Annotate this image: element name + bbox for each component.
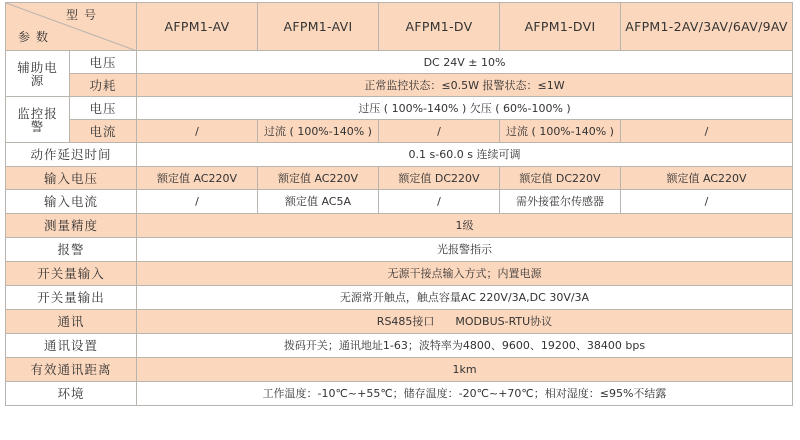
accuracy-row [6, 214, 793, 238]
comm-settings-value: 拨码开关；通讯地址1-63；波特率为4800、9600、19200、38400 bps [137, 334, 793, 358]
environment-label: 环境 [6, 382, 137, 406]
input-voltage-label: 输入电压 [6, 167, 137, 190]
switch-input-value: 无源干接点输入方式；内置电源 [137, 262, 793, 286]
corner-model-label: 型号 [65, 8, 102, 22]
aux-power-label: 功耗 [70, 74, 137, 97]
aux-voltage-row [6, 51, 793, 74]
comm-row [6, 310, 793, 334]
mon-voltage-value: 过压 ( 100%-140% ) 欠压 ( 60%-100% ) [137, 97, 793, 120]
aux-voltage-value: DC 24V ± 10% [137, 51, 793, 74]
switch-output-label: 开关量输出 [6, 286, 137, 310]
mon-current-row [6, 120, 793, 143]
mon-current-cell: / [379, 120, 500, 143]
aux-power-value: 正常监控状态：≤0.5W 报警状态：≤1W [137, 74, 793, 97]
header-row [6, 3, 793, 51]
alarm-row [6, 238, 793, 262]
input-voltage-cell: 额定值 AC220V [258, 167, 379, 190]
delay-row [6, 143, 793, 167]
environment-row [6, 382, 793, 406]
alarm-label: 报警 [6, 238, 137, 262]
environment-value: 工作温度：-10℃~+55℃；储存温度：-20℃~+70℃；相对湿度：≤95%不结露 [137, 382, 793, 406]
comm-settings-row [6, 334, 793, 358]
accuracy-label: 测量精度 [6, 214, 137, 238]
corner-param-label: 参数 [18, 30, 55, 44]
input-current-cell: 额定值 AC5A [258, 190, 379, 214]
mon-voltage-label: 电压 [70, 97, 137, 120]
mon-current-cell: 过流 ( 100%-140% ) [500, 120, 621, 143]
mon-current-label: 电流 [70, 120, 137, 143]
input-voltage-cell: 额定值 DC220V [379, 167, 500, 190]
distance-row [6, 358, 793, 382]
mon-current-cell: / [621, 120, 793, 143]
distance-value: 1km [137, 358, 793, 382]
corner-cell [6, 3, 137, 51]
input-current-cell: / [379, 190, 500, 214]
input-current-cell: 需外接霍尔传感器 [500, 190, 621, 214]
input-current-row [6, 190, 793, 214]
comm-value: RS485接口 MODBUS-RTU协议 [137, 310, 793, 334]
input-voltage-cell: 额定值 DC220V [500, 167, 621, 190]
switch-output-row [6, 286, 793, 310]
aux-voltage-label: 电压 [70, 51, 137, 74]
delay-label: 动作延迟时间 [6, 143, 137, 167]
spec-table-container [5, 2, 792, 436]
switch-input-label: 开关量输入 [6, 262, 137, 286]
mon-current-cell: / [137, 120, 258, 143]
accuracy-value: 1级 [137, 214, 793, 238]
model-multi-av: AFPM1-2AV/3AV/6AV/9AV [621, 3, 793, 51]
model-avi: AFPM1-AVI [258, 3, 379, 51]
input-voltage-cell: 额定值 AC220V [621, 167, 793, 190]
input-current-label: 输入电流 [6, 190, 137, 214]
alarm-value: 光报警指示 [137, 238, 793, 262]
model-av: AFPM1-AV [137, 3, 258, 51]
distance-label: 有效通讯距离 [6, 358, 137, 382]
model-dv: AFPM1-DV [379, 3, 500, 51]
spec-table [5, 2, 793, 406]
comm-settings-label: 通讯设置 [6, 334, 137, 358]
monitor-alarm-group: 监控报警 [6, 97, 70, 143]
aux-power-group: 辅助电源 [6, 51, 70, 97]
switch-input-row [6, 262, 793, 286]
comm-label: 通讯 [6, 310, 137, 334]
input-voltage-row [6, 167, 793, 190]
aux-power-row [6, 74, 793, 97]
input-current-cell: / [621, 190, 793, 214]
mon-current-cell: 过流 ( 100%-140% ) [258, 120, 379, 143]
switch-output-value: 无源常开触点，触点容量AC 220V/3A,DC 30V/3A [137, 286, 793, 310]
model-dvi: AFPM1-DVI [500, 3, 621, 51]
input-voltage-cell: 额定值 AC220V [137, 167, 258, 190]
delay-value: 0.1 s-60.0 s 连续可调 [137, 143, 793, 167]
mon-voltage-row [6, 97, 793, 120]
input-current-cell: / [137, 190, 258, 214]
